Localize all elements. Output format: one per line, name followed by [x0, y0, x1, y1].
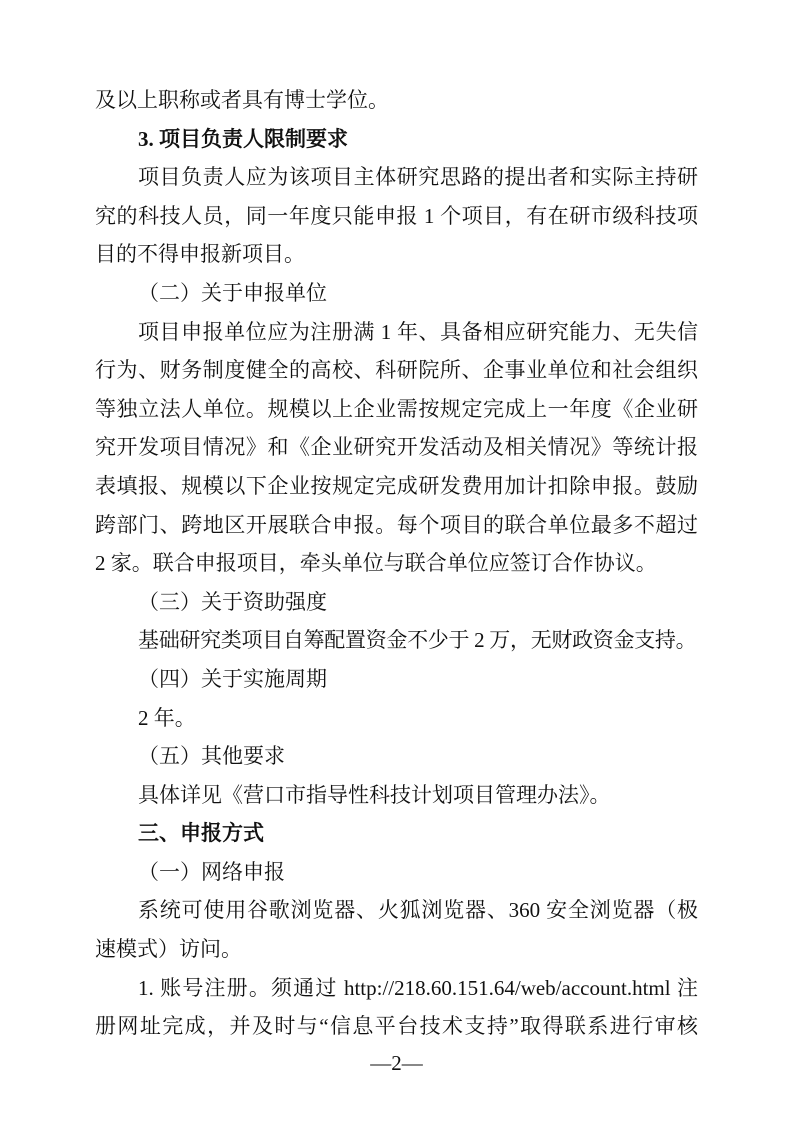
paragraph-line: 速模式）访问。 [95, 937, 242, 962]
paragraph-line: 项目申报单位应为注册满 1 年、具备相应研究能力、无失信 [138, 319, 698, 344]
document-body [95, 81, 698, 1046]
page-number: —2— [370, 1051, 423, 1075]
paragraph-line: 项目负责人应为该项目主体研究思路的提出者和实际主持研 [138, 165, 698, 190]
paragraph-line: 1. 账号注册。须通过 http://218.60.151.64/web/account.html 注 [138, 975, 698, 1000]
paragraph-line: 基础研究类项目自筹配置资金不少于 2 万，无财政资金支持。 [138, 628, 697, 653]
paragraph-line: 表填报、规模以下企业按规定完成研发费用加计扣除申报。鼓励 [95, 473, 698, 498]
section-heading-other: （五）其他要求 [138, 744, 285, 769]
paragraph-line: 究开发项目情况》和《企业研究开发活动及相关情况》等统计报 [95, 435, 698, 460]
paragraph-line: 究的科技人员，同一年度只能申报 1 个项目，有在研市级科技项 [95, 203, 698, 228]
paragraph-line: 跨部门、跨地区开展联合申报。每个项目的联合单位最多不超过 [95, 512, 698, 537]
paragraph-line: 行为、财务制度健全的高校、科研院所、企事业单位和社会组织 [95, 358, 698, 383]
paragraph-line: 2 年。 [138, 705, 196, 730]
section-heading-application-method: 三、申报方式 [138, 821, 264, 846]
section-heading-applicant-unit: （二）关于申报单位 [138, 280, 327, 305]
paragraph-line: 册网址完成，并及时与“信息平台技术支持”取得联系进行审核 [95, 1014, 698, 1039]
paragraph-line: 具体详见《营口市指导性科技计划项目管理办法》。 [138, 782, 611, 807]
section-heading-period: （四）关于实施周期 [138, 666, 327, 691]
paragraph-line: 等独立法人单位。规模以上企业需按规定完成上一年度《企业研 [95, 396, 698, 421]
paragraph-line: 系统可使用谷歌浏览器、火狐浏览器、360 安全浏览器（极 [138, 898, 698, 923]
section-heading-funding: （三）关于资助强度 [138, 589, 327, 614]
paragraph-line: 及以上职称或者具有博士学位。 [95, 88, 389, 112]
subsection-heading-online: （一）网络申报 [138, 859, 285, 884]
paragraph-line: 2 家。联合申报项目，牵头单位与联合单位应签订合作协议。 [95, 551, 657, 576]
paragraph-line: 目的不得申报新项目。 [95, 242, 305, 267]
section-heading-leader-requirement: 3. 项目负责人限制要求 [138, 126, 348, 151]
